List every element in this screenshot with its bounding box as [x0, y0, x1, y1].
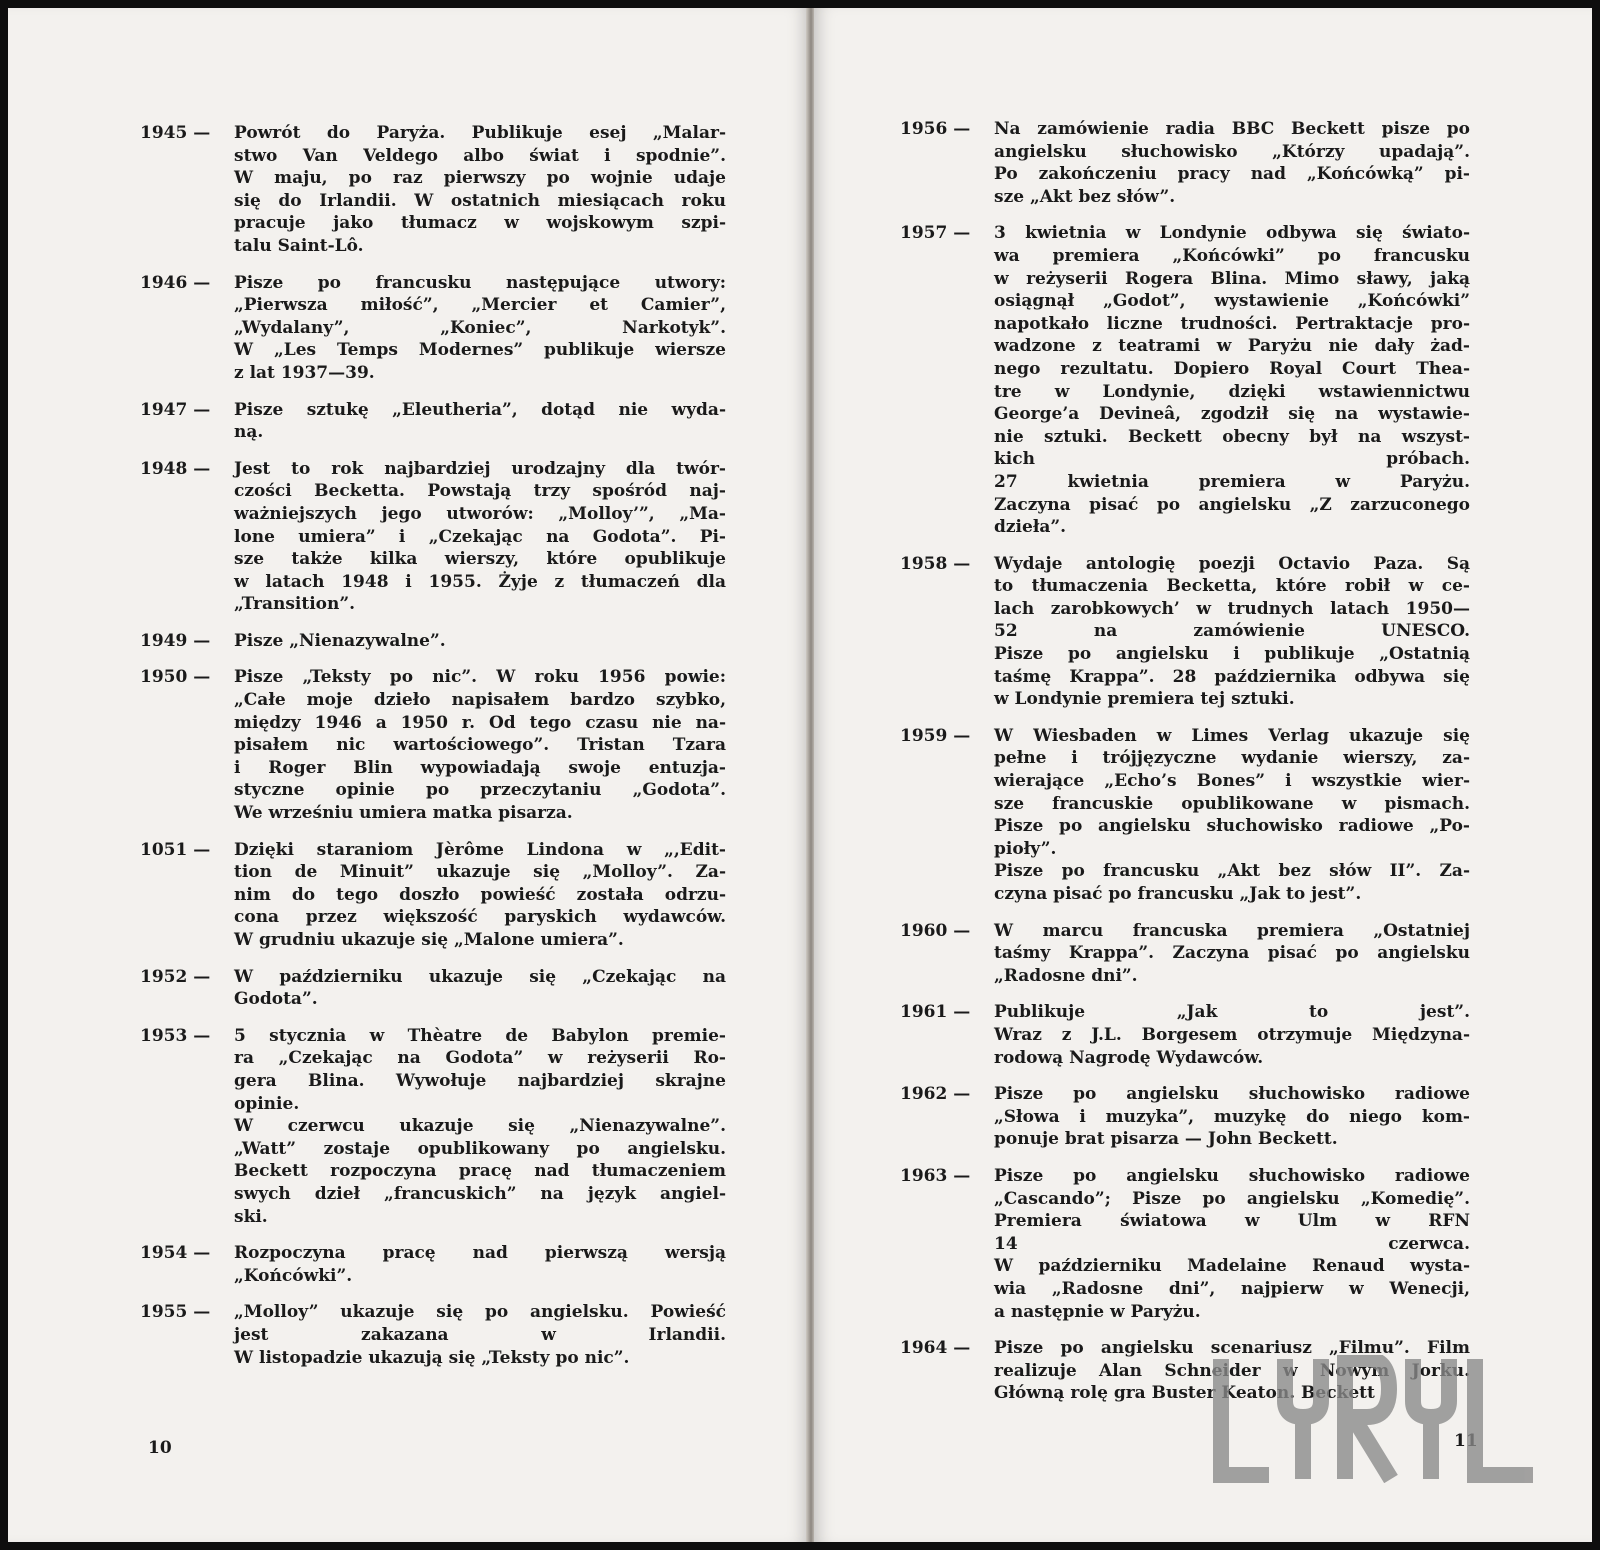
right-chronology: [900, 118, 1470, 1419]
chronology-entry: [140, 666, 726, 824]
entry-text: [234, 1301, 726, 1369]
entry-line: gera Blina. Wywołuje najbardziej skrajne: [234, 1070, 726, 1091]
entry-line: taśmy Krappa”. Zaczyna pisać po angielsku: [994, 943, 1470, 964]
entry-line: ra „Czekając na Godota” w reżyserii Ro-: [234, 1048, 726, 1069]
entry-line: czyna pisać po francusku „Jak to jest”.: [994, 884, 1362, 904]
entry-line: W październiku ukazuje się „Czekając na: [234, 966, 726, 987]
entry-line: „Końcówki”.: [234, 1265, 353, 1286]
entry-line: sze francuskie opublikowane w pismach.: [994, 793, 1470, 814]
entry-line: 14 czerwca.: [994, 1233, 1470, 1254]
entry-line: W maju, po raz pierwszy po wojnie udaje: [234, 168, 726, 189]
entry-line: „Cascando”; Pisze po angielsku „Komedię”.: [994, 1188, 1470, 1209]
entry-line: 27 kwietnia premiera w Paryżu.: [994, 471, 1470, 492]
entry-year: 1958 —: [900, 553, 971, 574]
chronology-entry: [900, 222, 1470, 538]
entry-line: 3 kwietnia w Londynie odbywa się świato-: [994, 223, 1470, 244]
entry-line: nim do tego doszło powieść została odrzu-: [234, 884, 726, 905]
entry-text: [234, 1025, 726, 1228]
entry-text: [994, 1165, 1470, 1323]
entry-year: 1959 —: [900, 725, 971, 746]
entry-text: [234, 966, 726, 1011]
entry-year: 1948 —: [140, 458, 211, 479]
entry-line: swych dzieł „francuskich” na język angiel-: [234, 1183, 726, 1204]
chronology-entry: [900, 553, 1470, 711]
entry-line: taśmę Krappa”. 28 października odbywa się: [994, 666, 1470, 687]
entry-year: 1947 —: [140, 399, 211, 420]
entry-text: [234, 1242, 726, 1287]
entry-year: 1960 —: [900, 920, 971, 941]
entry-line: Godota”.: [234, 989, 318, 1010]
entry-line: „Transition”.: [234, 594, 356, 615]
entry-line: dzieła”.: [994, 517, 1067, 538]
entry-line: „Wydalany”, „Koniec”, Narkotyk”.: [234, 317, 726, 338]
entry-line: pełne i trójjęzyczne wydanie wierszy, za-: [994, 748, 1470, 769]
entry-text: [234, 399, 726, 444]
entry-line: Pisze po angielsku scenariusz „Filmu”. Film: [994, 1338, 1470, 1359]
entry-text: [234, 630, 726, 653]
entry-year: 1955 —: [140, 1302, 211, 1323]
entry-line: Pisze po angielsku słuchowisko radiowe: [994, 1165, 1470, 1186]
entry-year: 1945 —: [140, 123, 211, 143]
entry-line: pracuje jako tłumacz w wojskowym szpi-: [234, 213, 726, 234]
chronology-entry: [140, 122, 726, 258]
entry-line: styczne opinie po przeczytaniu „Godota”.: [234, 780, 726, 801]
entry-line: stwo Van Veldego albo świat i spodnie”.: [234, 145, 726, 166]
entry-line: Rozpoczyna pracę nad pierwszą wersją: [234, 1243, 726, 1264]
entry-line: w latach 1948 i 1955. Żyje z tłumaczeń dla: [234, 571, 726, 592]
entry-line: w Londynie premiera tej sztuki.: [994, 689, 1295, 710]
entry-line: napotkało liczne trudności. Pertraktacje pro-: [994, 313, 1470, 334]
entry-line: W listopadzie ukazują się „Teksty po nic”.: [234, 1347, 630, 1368]
chronology-entry: [140, 399, 726, 444]
entry-year: 1954 —: [140, 1243, 211, 1264]
right-page: [814, 8, 1592, 1542]
entry-line: Jest to rok najbardziej urodzajny dla twór-: [234, 458, 726, 479]
entry-line: pioły”.: [994, 838, 1057, 859]
entry-line: „Radosne dni”.: [994, 965, 1138, 986]
entry-line: kich próbach.: [994, 449, 1470, 470]
entry-line: W marcu francuska premiera „Ostatniej: [994, 920, 1470, 941]
chronology-entry: [900, 1001, 1470, 1069]
entry-line: angielsku słuchowisko „Którzy upadają”.: [994, 141, 1470, 162]
entry-line: ną.: [234, 422, 264, 443]
entry-line: tre w Londynie, dzięki wstawiennictwu: [994, 381, 1470, 402]
entry-text: [234, 666, 726, 824]
entry-line: Pisze po angielsku i publikuje „Ostatnią: [994, 644, 1470, 665]
entry-line: i Roger Blin wypowiadają swoje entuzja-: [234, 757, 726, 778]
entry-text: [994, 118, 1470, 208]
left-chronology: [140, 122, 726, 1383]
chronology-entry: [140, 1242, 726, 1287]
entry-line: Pisze „Nienazywalne”.: [234, 630, 446, 651]
entry-year: 1051 —: [140, 839, 211, 860]
entry-year: 1962 —: [900, 1084, 971, 1105]
entry-line: W październiku Madelaine Renaud wysta-: [994, 1256, 1470, 1277]
entry-line: lone umiera” i „Czekając na Godota”. Pi-: [234, 526, 726, 547]
entry-line: W Wiesbaden w Limes Verlag ukazuje się: [994, 725, 1470, 746]
entry-year: 1964 —: [900, 1338, 971, 1359]
entry-line: „Watt” zostaje opublikowany po angielsku.: [234, 1138, 726, 1159]
chronology-entry: [140, 1025, 726, 1228]
entry-line: Na zamówienie radia BBC Beckett pisze po: [994, 119, 1470, 139]
entry-line: „Słowa i muzyka”, muzykę do niego kom-: [994, 1106, 1470, 1127]
entry-line: 5 stycznia w Thèatre de Babylon premie-: [234, 1025, 726, 1046]
entry-line: nie sztuki. Beckett obecny był na wszyst-: [994, 426, 1470, 447]
entry-line: wierające „Echo’s Bones” i wszystkie wier-: [994, 771, 1470, 792]
entry-year: 1956 —: [900, 119, 971, 139]
entry-line: We wrześniu umiera matka pisarza.: [234, 803, 573, 824]
entry-year: 1963 —: [900, 1165, 971, 1186]
entry-line: sze także kilka wierszy, które opublikuje: [234, 549, 726, 570]
entry-year: 1961 —: [900, 1002, 971, 1023]
entry-line: tion de Minuit” ukazuje się „Molloy”. Za-: [234, 862, 726, 883]
entry-text: [234, 839, 726, 952]
entry-text: [994, 1083, 1470, 1151]
entry-line: Po zakończeniu pracy nad „Końcówką” pi-: [994, 164, 1470, 185]
entry-line: W czerwcu ukazuje się „Nienazywalne”.: [234, 1116, 726, 1137]
left-page: [8, 8, 808, 1542]
entry-line: czości Becketta. Powstają trzy spośród naj-: [234, 481, 726, 502]
entry-line: 52 na zamówienie UNESCO.: [994, 621, 1470, 642]
entry-year: 1957 —: [900, 223, 971, 244]
entry-line: ski.: [234, 1206, 268, 1227]
entry-line: rodową Nagrodę Wydawców.: [994, 1047, 1264, 1068]
chronology-entry: [900, 725, 1470, 906]
entry-line: wadzone z teatrami w Paryżu nie dały żad-: [994, 336, 1470, 357]
entry-line: ważniejszych jego utworów: „Molloy’”, „Ma-: [234, 503, 726, 524]
chronology-entry: [140, 966, 726, 1011]
entry-year: 1950 —: [140, 667, 211, 688]
entry-line: ponuje brat pisarza — John Beckett.: [994, 1129, 1338, 1150]
entry-text: [994, 725, 1470, 906]
entry-line: Pisze sztukę „Eleutheria”, dotąd nie wyda-: [234, 399, 726, 420]
entry-line: Pisze „Teksty po nic”. W roku 1956 powie:: [234, 667, 726, 688]
watermark-logo: [1213, 1355, 1545, 1483]
chronology-entry: [900, 920, 1470, 988]
entry-line: George’a Devineâ, zgodził się na wystawie-: [994, 404, 1470, 425]
chronology-entry: [900, 1165, 1470, 1323]
entry-line: talu Saint-Lô.: [234, 235, 364, 256]
entry-line: pisałem nic wartościowego”. Tristan Tzara: [234, 735, 726, 756]
entry-line: lach zarobkowych’ w trudnych latach 1950—: [994, 598, 1470, 619]
chronology-entry: [140, 1301, 726, 1369]
entry-line: między 1946 a 1950 r. Od tego czasu nie na-: [234, 712, 726, 733]
entry-line: osiągnął „Godot”, wystawienie „Końcówki”: [994, 291, 1470, 312]
entry-line: sze „Akt bez słów”.: [994, 186, 1176, 207]
entry-text: [994, 1001, 1470, 1069]
entry-year: 1949 —: [140, 630, 211, 651]
entry-line: Premiera światowa w Ulm w RFN: [994, 1211, 1470, 1232]
entry-line: z lat 1937—39.: [234, 362, 375, 383]
entry-line: wia „Radosne dni”, najpierw w Wenecji,: [994, 1278, 1470, 1299]
entry-line: cona przez większość paryskich wydawców.: [234, 907, 726, 928]
entry-line: „Pierwsza miłość”, „Mercier et Camier”,: [234, 295, 726, 316]
entry-year: 1946 —: [140, 272, 211, 293]
entry-year: 1952 —: [140, 966, 211, 987]
entry-line: to tłumaczenia Becketta, które robił w ce-: [994, 576, 1470, 597]
entry-text: [994, 920, 1470, 988]
entry-line: nego rezultatu. Dopiero Royal Court Thea-: [994, 358, 1470, 379]
entry-line: Beckett rozpoczyna pracę nad tłumaczeniem: [234, 1161, 726, 1182]
entry-line: Główną rolę gra Buster Keaton. Beckett: [994, 1383, 1375, 1404]
entry-text: [994, 553, 1470, 711]
entry-line: Pisze po angielsku słuchowisko radiowe „Po-: [994, 816, 1470, 837]
chronology-entry: [900, 118, 1470, 208]
entry-line: Wydaje antologię poezji Octavio Paza. Są: [994, 553, 1470, 574]
chronology-entry: [140, 458, 726, 616]
entry-line: Wraz z J.L. Borgesem otrzymuje Międzyna-: [994, 1024, 1470, 1045]
chronology-entry: [140, 839, 726, 952]
page-number-left: 10: [148, 1438, 172, 1458]
entry-line: się do Irlandii. W ostatnich miesiącach roku: [234, 190, 726, 211]
entry-line: „Molloy” ukazuje się po angielsku. Powieść: [234, 1302, 726, 1323]
entry-line: W „Les Temps Modernes” publikuje wiersze: [234, 340, 726, 361]
entry-line: Pisze po angielsku słuchowisko radiowe: [994, 1084, 1470, 1105]
entry-line: a następnie w Paryżu.: [994, 1301, 1201, 1322]
chronology-entry: [900, 1083, 1470, 1151]
entry-line: jest zakazana w Irlandii.: [234, 1324, 726, 1345]
entry-line: Pisze po francusku „Akt bez słów II”. Za-: [994, 861, 1470, 882]
page-number-right: 11: [1454, 1431, 1478, 1451]
entry-line: Zaczyna pisać po angielsku „Z zarzuconego: [994, 494, 1470, 515]
book-spread: [8, 8, 1592, 1542]
entry-year: 1953 —: [140, 1025, 211, 1046]
entry-line: opinie.: [234, 1093, 300, 1114]
entry-text: [994, 222, 1470, 538]
entry-text: [234, 458, 726, 616]
entry-line: wa premiera „Końcówki” po francusku: [994, 245, 1470, 266]
entry-line: w reżyserii Rogera Blina. Mimo sławy, jaką: [994, 268, 1470, 289]
chronology-entry: [140, 630, 726, 653]
entry-text: [234, 122, 726, 258]
entry-line: Powrót do Paryża. Publikuje esej „Malar-: [234, 123, 726, 143]
entry-line: Pisze po francusku następujące utwory:: [234, 272, 726, 293]
entry-line: „Całe moje dzieło napisałem bardzo szybko,: [234, 690, 726, 711]
entry-text: [234, 272, 726, 385]
chronology-entry: [140, 272, 726, 385]
entry-line: Publikuje „Jak to jest”.: [994, 1002, 1470, 1023]
entry-line: W grudniu ukazuje się „Malone umiera”.: [234, 930, 624, 950]
entry-line: Dzięki staraniom Jèrôme Lindona w „,Edit-: [234, 839, 726, 860]
entry-line: realizuje Alan Schneider w Nowym Jorku.: [994, 1360, 1470, 1381]
